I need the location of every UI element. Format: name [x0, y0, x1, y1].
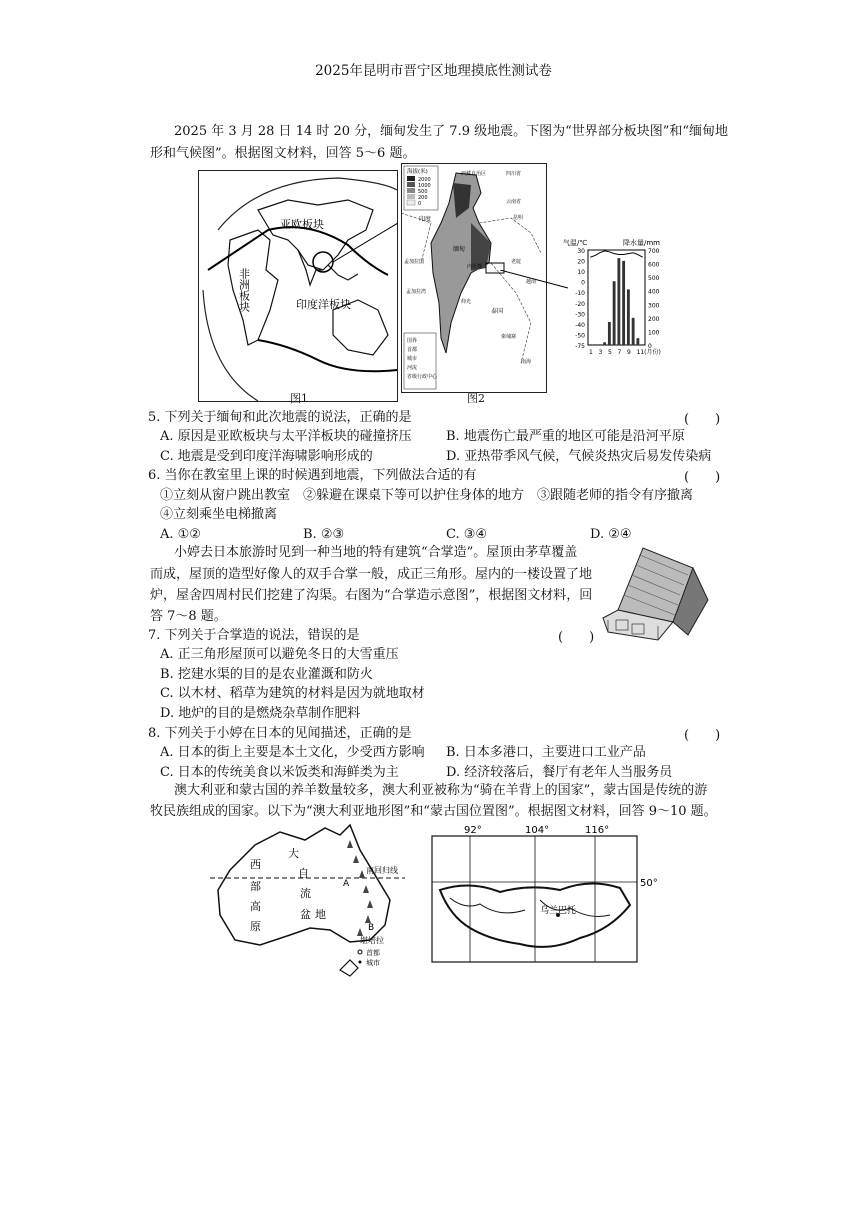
precip-bar: [598, 344, 601, 345]
month-tick-label: 3: [598, 349, 603, 356]
mongolia-map: [430, 820, 662, 965]
map-label: B: [368, 923, 375, 933]
passage-7-8-line4: 答 7～8 题。: [150, 609, 227, 624]
q7-option-d[interactable]: D. 地炉的目的是燃烧杂草制作肥料: [160, 706, 361, 721]
q7-answer-paren[interactable]: ( ): [558, 630, 595, 645]
month-tick-label: 7: [617, 349, 622, 356]
temp-tick-label: -50: [575, 332, 585, 340]
symbol-legend-item: 省级行政中心: [407, 374, 438, 380]
precip-tick-label: 100: [648, 329, 660, 337]
plate-label-africa: 非洲板块: [237, 268, 251, 312]
q8-stem: 8. 下列关于小婷在日本的见闻描述，正确的是: [148, 726, 412, 741]
map-label: 仰光: [461, 299, 472, 305]
q5-option-a[interactable]: A. 原因是亚欧板块与太平洋板块的碰撞挤压: [160, 429, 412, 444]
map-label: 云南省: [506, 199, 522, 205]
month-tick-label: 5: [608, 349, 612, 356]
q7-option-c[interactable]: C. 以木材、稻草为建筑的材料是因为就地取材: [160, 686, 425, 701]
q8-option-d[interactable]: D. 经济较落后，餐厅有老年人当服务员: [446, 765, 673, 780]
q6-stem: 6. 当你在教室里上课的时候遇到地震，下列做法合适的有: [148, 468, 477, 483]
temp-tick-label: -40: [575, 321, 585, 329]
q7-option-a[interactable]: A. 正三角形屋顶可以避免冬日的大雪重压: [160, 647, 399, 662]
map-label: 柬埔寨: [501, 334, 517, 340]
temp-tick-label: -10: [575, 290, 585, 298]
map-label: 印度: [419, 216, 432, 223]
figure-1-plate-map: [198, 170, 398, 402]
map-label: 自: [298, 867, 309, 880]
precip-tick-label: 200: [648, 315, 660, 323]
q5-stem: 5. 下列关于缅甸和此次地震的说法，正确的是: [148, 410, 412, 425]
map-label: 流: [300, 887, 311, 900]
tasmania-outline: [340, 960, 358, 976]
intro-9-10-line2: 牧民族组成的国家。以下为“澳大利亚地形图”和“蒙古国位置图”。根据图文材料，回答 9～10 题。: [150, 804, 717, 819]
q7-stem: 7. 下列关于合掌造的说法，错误的是: [148, 628, 360, 643]
map-label: 西藏自治区: [461, 171, 487, 177]
temp-tick-label: 30: [577, 248, 585, 255]
map-label: 盆: [300, 908, 311, 921]
symbol-legend-item: 河流: [407, 365, 418, 371]
map-label: 孟加拉国: [404, 259, 425, 265]
q6-items-line2: ④立刻乘坐电梯撤离: [160, 507, 278, 522]
passage-7-8-line1: 小婷去日本旅游时见到一种当地的特有建筑“合掌造”。屋顶由茅草覆盖: [174, 545, 578, 560]
month-tick-label: 11(月份): [636, 349, 661, 356]
precip-bar: [608, 322, 611, 345]
figure-1-caption: 图1: [290, 392, 308, 405]
map-label: 堪培拉: [360, 936, 384, 945]
elevation-swatch: [407, 182, 415, 187]
map-label: 老挝: [511, 259, 522, 265]
q5-option-d[interactable]: D. 亚热带季风气候，气候炎热灾后易发传染病: [446, 449, 712, 464]
elevation-swatch: [407, 194, 415, 199]
precip-bar: [622, 261, 625, 345]
q7-option-b[interactable]: B. 挖建水渠的目的是农业灌溉和防火: [160, 667, 373, 682]
month-tick-label: 9: [627, 349, 631, 356]
map-label: 南海: [521, 359, 532, 365]
map-label: 部: [250, 880, 261, 893]
temperature-line: [590, 251, 642, 257]
month-tick-label: 1: [589, 349, 593, 356]
q6-option-b[interactable]: B. ②③: [303, 527, 345, 542]
map-label: 南回归线: [366, 866, 398, 875]
q6-option-a[interactable]: A. ①②: [160, 527, 201, 542]
elevation-level: 1000: [418, 183, 431, 189]
q6-option-c[interactable]: C. ③④: [446, 527, 488, 542]
passage-7-8-line2: 而成，屋顶的造型好像人的双手合掌一般，成正三角形。屋内的一楼设置了地: [150, 567, 593, 582]
figure-2-caption: 图2: [467, 392, 485, 405]
q6-items-line1: ①立刻从窗户跳出教室 ②躲避在课桌下等可以护住身体的地方 ③跟随老师的指令有序撤离: [160, 488, 694, 503]
symbol-legend-item: 首都: [407, 347, 418, 353]
lon-label: 92°: [464, 825, 482, 836]
q5-answer-paren[interactable]: ( ): [684, 412, 721, 427]
lon-label: 104°: [525, 825, 550, 836]
precip-bar: [613, 281, 616, 345]
elevation-swatch: [407, 188, 415, 193]
page-title: 2025年昆明市晋宁区地理摸底性测试卷: [315, 63, 552, 79]
q5-option-b[interactable]: B. 地震伤亡最严重的地区可能是沿河平原: [446, 429, 685, 444]
legend-item: 首都: [366, 949, 380, 957]
leader-line-to-chart: [500, 270, 570, 290]
legend-item: 城市: [366, 959, 380, 967]
precip-bar: [641, 344, 644, 345]
intro-9-10-line1: 澳大利亚和蒙古国的养羊数量较多，澳大利亚被称为“骑在羊背上的国家”，蒙古国是传统的游: [174, 783, 708, 798]
q8-option-a[interactable]: A. 日本的街上主要是本土文化，少受西方影响: [160, 745, 425, 760]
symbol-legend-item: 城市: [407, 356, 418, 362]
map-frame: [432, 836, 637, 962]
capital-symbol: [358, 950, 362, 954]
city-label: 乌兰巴托: [540, 906, 577, 916]
map-label: 内比都: [467, 264, 483, 270]
temp-tick-label: -75: [575, 343, 585, 350]
symbol-legend-item: 国界: [407, 338, 418, 344]
map-label: 西: [250, 858, 261, 871]
australia-map: [210, 820, 410, 978]
map-label: 地: [315, 908, 326, 921]
temp-tick-label: 20: [577, 258, 585, 266]
precip-bar: [594, 344, 597, 345]
map-label: 昆明: [513, 215, 524, 221]
temp-tick-label: 10: [577, 269, 585, 277]
plot-area: [588, 250, 645, 345]
q8-answer-paren[interactable]: ( ): [684, 728, 721, 743]
q6-option-d[interactable]: D. ②④: [590, 527, 632, 542]
map-label: 大: [288, 847, 299, 860]
plate-label-indian: 印度洋板块: [296, 298, 351, 311]
map-label: A: [343, 879, 350, 889]
precip-bar: [589, 344, 592, 345]
precip-axis-label: 降水量/mm: [623, 239, 660, 247]
plate-label-eurasia: 亚欧板块: [280, 218, 324, 231]
elevation-level: 2000: [418, 177, 431, 183]
passage-7-8-line3: 炉，屋舍四周村民们挖建了沟渠。右图为“合掌造示意图”，根据图文材料，回: [150, 588, 593, 603]
elevation-level: 200: [418, 195, 428, 201]
elevation-legend-title: 海拔(米): [407, 169, 428, 175]
map-label: 孟加拉湾: [406, 289, 427, 295]
temp-tick-label: 0: [581, 279, 585, 287]
q5-option-c[interactable]: C. 地震是受到印度洋海啸影响形成的: [160, 449, 373, 464]
temp-tick-label: -20: [575, 300, 585, 308]
precip-tick-label: 400: [648, 288, 660, 296]
australia-coastline: [218, 825, 390, 945]
q6-answer-paren[interactable]: ( ): [684, 470, 721, 485]
precip-bar: [603, 342, 606, 345]
temp-tick-label: -30: [575, 311, 585, 319]
lon-label: 116°: [585, 825, 610, 836]
precip-tick-label: 700: [648, 248, 660, 255]
precip-bar: [636, 338, 639, 345]
precip-bar: [627, 289, 630, 345]
q8-option-b[interactable]: B. 日本多港口，主要进口工业产品: [446, 745, 646, 760]
precip-tick-label: 300: [648, 302, 660, 310]
climate-chart: [563, 235, 673, 360]
precip-tick-label: 600: [648, 261, 660, 269]
gassho-house-illustration: [598, 540, 716, 650]
precip-tick-label: 500: [648, 275, 660, 283]
lat-label: 50°: [640, 878, 658, 889]
intro-5-6-line1: 2025 年 3 月 28 日 14 时 20 分，缅甸发生了 7.9 级地震。下图为“世界部分板块图”和“缅甸地: [174, 124, 729, 139]
city-symbol: [359, 961, 362, 964]
map-label: 原: [250, 920, 261, 933]
map-label: 缅甸: [453, 246, 466, 253]
elevation-swatch: [407, 176, 415, 181]
map-label: 泰国: [491, 308, 504, 315]
temp-axis-label: 气温/℃: [563, 239, 588, 247]
elevation-level: 0: [418, 201, 422, 207]
map-label: 越南: [526, 279, 537, 285]
elevation-level: 500: [418, 189, 428, 195]
map-label: 四川省: [506, 171, 522, 177]
elevation-swatch: [407, 200, 415, 205]
precip-tick-label: 0: [648, 343, 652, 350]
precip-bar: [617, 258, 620, 345]
q8-option-c[interactable]: C. 日本的传统美食以米饭类和海鲜类为主: [160, 765, 399, 780]
intro-5-6-line2: 形和气候图”。根据图文材料，回答 5～6 题。: [150, 146, 416, 161]
map-label: 高: [250, 900, 261, 913]
precip-bar: [632, 318, 635, 345]
